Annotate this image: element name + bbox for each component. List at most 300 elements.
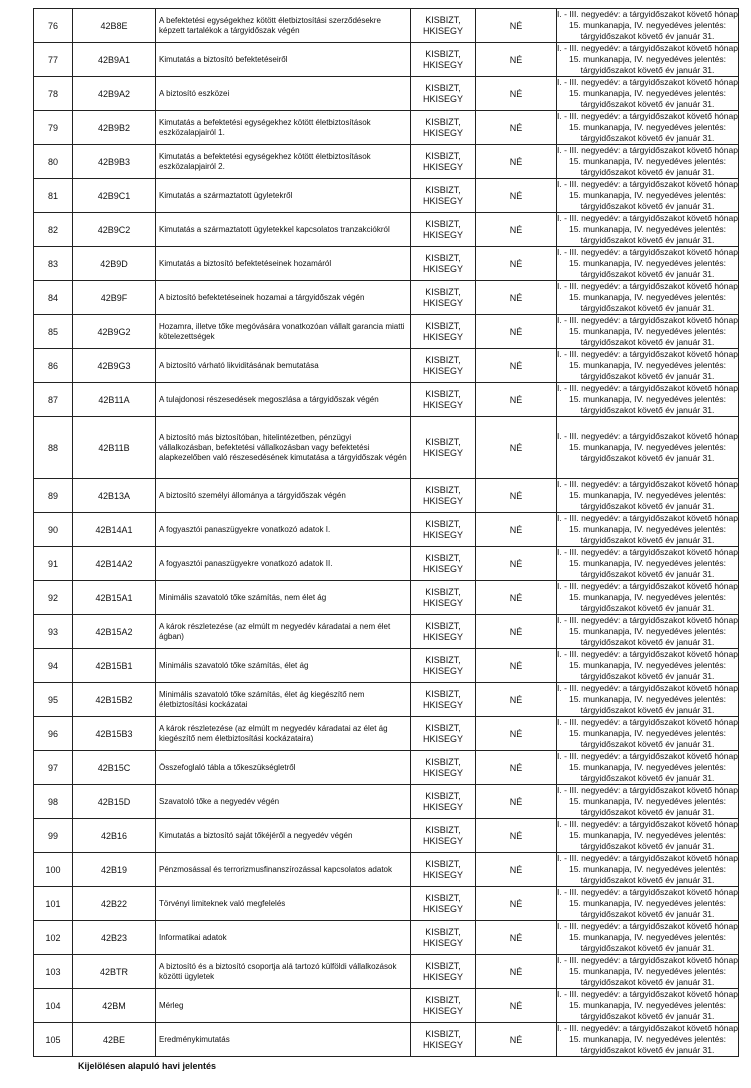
deadline-line: I. - III. negyedév: a tárgyidőszakot követő hónap xyxy=(557,887,738,897)
recipient-cell xyxy=(411,383,476,417)
deadline-line: 15. munkanapja, IV. negyedéves jelentés: xyxy=(568,20,727,30)
recipient-cell xyxy=(411,179,476,213)
row-number-cell: 97 xyxy=(34,751,73,785)
deadline-cell xyxy=(557,819,739,853)
recipient-line: KISBIZT, xyxy=(425,654,461,665)
description-cell: Kimutatás a biztosító befektetéseinek hozamáról xyxy=(156,247,411,281)
table-code-cell: 42B9G3 xyxy=(73,349,156,383)
table-row xyxy=(34,513,739,547)
table-row xyxy=(34,615,739,649)
table-code-cell: 42B9F xyxy=(73,281,156,315)
recipient-line: HKISEGY xyxy=(422,869,463,880)
frequency-cell: NÉ xyxy=(476,417,557,479)
deadline-cell xyxy=(557,383,739,417)
recipient-cell xyxy=(411,615,476,649)
recipient-line: KISBIZT, xyxy=(425,116,461,127)
deadline-cell xyxy=(557,213,739,247)
deadline-line: tárgyidőszakot követő év január 31. xyxy=(580,1011,715,1021)
deadline-cell xyxy=(557,77,739,111)
table-row xyxy=(34,717,739,751)
deadline-line: tárgyidőszakot követő év január 31. xyxy=(580,453,715,463)
recipient-cell xyxy=(411,887,476,921)
deadline-line: tárgyidőszakot követő év január 31. xyxy=(580,99,715,109)
table-code-cell: 42B15B1 xyxy=(73,649,156,683)
deadline-line: I. - III. negyedév: a tárgyidőszakot követő hónap xyxy=(557,247,738,257)
deadline-line: tárgyidőszakot követő év január 31. xyxy=(580,133,715,143)
deadline-line: tárgyidőszakot követő év január 31. xyxy=(580,603,715,613)
frequency-cell: NÉ xyxy=(476,247,557,281)
recipient-line: HKISEGY xyxy=(422,665,463,676)
row-number-cell: 81 xyxy=(34,179,73,213)
recipient-line: KISBIZT, xyxy=(425,184,461,195)
deadline-line: 15. munkanapja, IV. negyedéves jelentés: xyxy=(568,898,727,908)
recipient-cell xyxy=(411,77,476,111)
recipient-cell xyxy=(411,649,476,683)
deadline-line: I. - III. negyedév: a tárgyidőszakot követő hónap xyxy=(557,989,738,999)
frequency-cell: NÉ xyxy=(476,921,557,955)
deadline-line: 15. munkanapja, IV. negyedéves jelentés: xyxy=(568,156,727,166)
description-cell: Pénzmosással és terrorizmusfinanszírozással kapcsolatos adatok xyxy=(156,853,411,887)
row-number-cell: 77 xyxy=(34,43,73,77)
row-number-cell: 104 xyxy=(34,989,73,1023)
deadline-line: 15. munkanapja, IV. negyedéves jelentés: xyxy=(568,966,727,976)
deadline-line: I. - III. negyedév: a tárgyidőszakot követő hónap xyxy=(557,581,738,591)
table-code-cell: 42B9G2 xyxy=(73,315,156,349)
deadline-line: tárgyidőszakot követő év január 31. xyxy=(580,841,715,851)
deadline-cell xyxy=(557,179,739,213)
table-row xyxy=(34,349,739,383)
deadline-line: tárgyidőszakot követő év január 31. xyxy=(580,235,715,245)
deadline-line: I. - III. negyedév: a tárgyidőszakot követő hónap xyxy=(557,785,738,795)
table-row xyxy=(34,145,739,179)
recipient-line: KISBIZT, xyxy=(425,484,461,495)
description-cell: A tulajdonosi részesedések megoszlása a tárgyidőszak végén xyxy=(156,383,411,417)
table-row xyxy=(34,887,739,921)
deadline-cell xyxy=(557,349,739,383)
recipient-line: HKISEGY xyxy=(422,937,463,948)
recipient-cell xyxy=(411,1023,476,1057)
description-cell: Minimális szavatoló tőke számítás, nem élet ág xyxy=(156,581,411,615)
table-row xyxy=(34,213,739,247)
table-code-cell: 42B15A1 xyxy=(73,581,156,615)
row-number-cell: 98 xyxy=(34,785,73,819)
frequency-cell: NÉ xyxy=(476,751,557,785)
table-code-cell: 42B16 xyxy=(73,819,156,853)
frequency-cell: NÉ xyxy=(476,43,557,77)
row-number-cell: 101 xyxy=(34,887,73,921)
row-number-cell: 96 xyxy=(34,717,73,751)
table-code-cell: 42B15A2 xyxy=(73,615,156,649)
deadline-line: tárgyidőszakot követő év január 31. xyxy=(580,569,715,579)
deadline-line: 15. munkanapja, IV. negyedéves jelentés: xyxy=(568,796,727,806)
recipient-line: HKISEGY xyxy=(422,399,463,410)
table-code-cell: 42B14A1 xyxy=(73,513,156,547)
recipient-line: HKISEGY xyxy=(422,127,463,138)
table-row xyxy=(34,547,739,581)
recipient-line: HKISEGY xyxy=(422,59,463,70)
recipient-line: KISBIZT, xyxy=(425,586,461,597)
row-number-cell: 93 xyxy=(34,615,73,649)
frequency-cell: NÉ xyxy=(476,179,557,213)
table-code-cell: 42B15D xyxy=(73,785,156,819)
recipient-line: KISBIZT, xyxy=(425,892,461,903)
deadline-cell xyxy=(557,479,739,513)
table-code-cell: 42B11A xyxy=(73,383,156,417)
deadline-line: tárgyidőszakot követő év január 31. xyxy=(580,875,715,885)
recipient-line: KISBIZT, xyxy=(425,518,461,529)
description-cell: Kimutatás a biztosító befektetéseiről xyxy=(156,43,411,77)
recipient-line: KISBIZT, xyxy=(425,436,461,447)
recipient-line: KISBIZT, xyxy=(425,790,461,801)
frequency-cell: NÉ xyxy=(476,683,557,717)
deadline-line: 15. munkanapja, IV. negyedéves jelentés: xyxy=(568,1000,727,1010)
frequency-cell: NÉ xyxy=(476,615,557,649)
frequency-cell: NÉ xyxy=(476,513,557,547)
deadline-line: 15. munkanapja, IV. negyedéves jelentés: xyxy=(568,360,727,370)
recipient-line: KISBIZT, xyxy=(425,722,461,733)
recipient-cell xyxy=(411,315,476,349)
description-cell: Összefoglaló tábla a tőkeszükségletről xyxy=(156,751,411,785)
deadline-line: 15. munkanapja, IV. negyedéves jelentés: xyxy=(568,626,727,636)
row-number-cell: 95 xyxy=(34,683,73,717)
deadline-cell xyxy=(557,43,739,77)
table-row xyxy=(34,383,739,417)
description-cell: Eredménykimutatás xyxy=(156,1023,411,1057)
description-cell: A károk részletezése (az elmúlt m negyedév káradatai a nem élet ágban) xyxy=(156,615,411,649)
table-code-cell: 42B9B3 xyxy=(73,145,156,179)
frequency-cell: NÉ xyxy=(476,315,557,349)
deadline-cell xyxy=(557,247,739,281)
deadline-line: 15. munkanapja, IV. negyedéves jelentés: xyxy=(568,830,727,840)
table-code-cell: 42B19 xyxy=(73,853,156,887)
recipient-line: HKISEGY xyxy=(422,835,463,846)
recipient-line: KISBIZT, xyxy=(425,218,461,229)
recipient-cell xyxy=(411,785,476,819)
description-cell: Szavatoló tőke a negyedév végén xyxy=(156,785,411,819)
deadline-line: I. - III. negyedév: a tárgyidőszakot követő hónap xyxy=(557,819,738,829)
table-row xyxy=(34,111,739,145)
recipient-line: KISBIZT, xyxy=(425,552,461,563)
row-number-cell: 86 xyxy=(34,349,73,383)
table-code-cell: 42B9C1 xyxy=(73,179,156,213)
deadline-line: I. - III. negyedév: a tárgyidőszakot követő hónap xyxy=(557,683,738,693)
recipient-cell xyxy=(411,417,476,479)
recipient-line: KISBIZT, xyxy=(425,824,461,835)
frequency-cell: NÉ xyxy=(476,1023,557,1057)
deadline-line: I. - III. negyedév: a tárgyidőszakot követő hónap xyxy=(557,717,738,727)
recipient-line: HKISEGY xyxy=(422,229,463,240)
deadline-line: I. - III. negyedév: a tárgyidőszakot követő hónap xyxy=(557,281,738,291)
row-number-cell: 105 xyxy=(34,1023,73,1057)
row-number-cell: 80 xyxy=(34,145,73,179)
description-cell: Kimutatás a származtatott ügyletekről xyxy=(156,179,411,213)
deadline-cell xyxy=(557,111,739,145)
table-row xyxy=(34,417,739,479)
deadline-line: tárgyidőszakot követő év január 31. xyxy=(580,943,715,953)
deadline-line: I. - III. negyedév: a tárgyidőszakot követő hónap xyxy=(557,43,738,53)
frequency-cell: NÉ xyxy=(476,955,557,989)
table-code-cell: 42B23 xyxy=(73,921,156,955)
deadline-line: I. - III. negyedév: a tárgyidőszakot követő hónap xyxy=(557,853,738,863)
deadline-line: 15. munkanapja, IV. negyedéves jelentés: xyxy=(568,524,727,534)
row-number-cell: 82 xyxy=(34,213,73,247)
deadline-line: 15. munkanapja, IV. negyedéves jelentés: xyxy=(568,694,727,704)
frequency-cell: NÉ xyxy=(476,989,557,1023)
row-number-cell: 83 xyxy=(34,247,73,281)
frequency-cell: NÉ xyxy=(476,349,557,383)
recipient-line: KISBIZT, xyxy=(425,688,461,699)
table-row xyxy=(34,479,739,513)
deadline-line: 15. munkanapja, IV. negyedéves jelentés: xyxy=(568,864,727,874)
frequency-cell: NÉ xyxy=(476,479,557,513)
deadline-line: 15. munkanapja, IV. negyedéves jelentés: xyxy=(568,592,727,602)
report-table xyxy=(33,8,739,1057)
deadline-line: 15. munkanapja, IV. negyedéves jelentés: xyxy=(568,762,727,772)
deadline-line: 15. munkanapja, IV. negyedéves jelentés: xyxy=(568,558,727,568)
deadline-cell xyxy=(557,513,739,547)
recipient-line: HKISEGY xyxy=(422,297,463,308)
deadline-cell xyxy=(557,649,739,683)
table-row xyxy=(34,9,739,43)
frequency-cell: NÉ xyxy=(476,383,557,417)
table-code-cell: 42B15C xyxy=(73,751,156,785)
recipient-cell xyxy=(411,513,476,547)
recipient-cell xyxy=(411,683,476,717)
recipient-line: KISBIZT, xyxy=(425,150,461,161)
row-number-cell: 88 xyxy=(34,417,73,479)
frequency-cell: NÉ xyxy=(476,281,557,315)
table-row xyxy=(34,43,739,77)
deadline-line: 15. munkanapja, IV. negyedéves jelentés: xyxy=(568,326,727,336)
recipient-line: HKISEGY xyxy=(422,195,463,206)
table-code-cell: 42B9A1 xyxy=(73,43,156,77)
deadline-line: tárgyidőszakot követő év január 31. xyxy=(580,269,715,279)
deadline-cell xyxy=(557,615,739,649)
deadline-line: tárgyidőszakot követő év január 31. xyxy=(580,201,715,211)
deadline-cell xyxy=(557,785,739,819)
recipient-cell xyxy=(411,43,476,77)
table-code-cell: 42B11B xyxy=(73,417,156,479)
row-number-cell: 87 xyxy=(34,383,73,417)
deadline-cell xyxy=(557,853,739,887)
deadline-line: I. - III. negyedév: a tárgyidőszakot követő hónap xyxy=(557,315,738,325)
recipient-line: HKISEGY xyxy=(422,631,463,642)
deadline-cell xyxy=(557,281,739,315)
row-number-cell: 78 xyxy=(34,77,73,111)
row-number-cell: 99 xyxy=(34,819,73,853)
table-code-cell: 42B14A2 xyxy=(73,547,156,581)
description-cell: Informatikai adatok xyxy=(156,921,411,955)
frequency-cell: NÉ xyxy=(476,581,557,615)
frequency-cell: NÉ xyxy=(476,717,557,751)
deadline-line: tárgyidőszakot követő év január 31. xyxy=(580,371,715,381)
deadline-line: I. - III. negyedév: a tárgyidőszakot követő hónap xyxy=(557,479,738,489)
deadline-cell xyxy=(557,989,739,1023)
recipient-line: HKISEGY xyxy=(422,903,463,914)
deadline-cell xyxy=(557,921,739,955)
deadline-cell xyxy=(557,683,739,717)
table-row xyxy=(34,751,739,785)
recipient-cell xyxy=(411,819,476,853)
deadline-line: 15. munkanapja, IV. negyedéves jelentés: xyxy=(568,932,727,942)
recipient-line: KISBIZT, xyxy=(425,858,461,869)
deadline-line: I. - III. negyedév: a tárgyidőszakot követő hónap xyxy=(557,1023,738,1033)
recipient-line: HKISEGY xyxy=(422,529,463,540)
frequency-cell: NÉ xyxy=(476,649,557,683)
deadline-cell xyxy=(557,751,739,785)
deadline-line: 15. munkanapja, IV. negyedéves jelentés: xyxy=(568,122,727,132)
recipient-line: KISBIZT, xyxy=(425,48,461,59)
recipient-cell xyxy=(411,989,476,1023)
table-row xyxy=(34,315,739,349)
description-cell: Kimutatás a befektetési egységekhez kötött életbiztosítások eszközalapjairól 1. xyxy=(156,111,411,145)
deadline-line: tárgyidőszakot követő év január 31. xyxy=(580,405,715,415)
table-row xyxy=(34,819,739,853)
deadline-line: 15. munkanapja, IV. negyedéves jelentés: xyxy=(568,292,727,302)
recipient-line: HKISEGY xyxy=(422,597,463,608)
recipient-cell xyxy=(411,717,476,751)
deadline-line: tárgyidőszakot követő év január 31. xyxy=(580,739,715,749)
deadline-line: tárgyidőszakot követő év január 31. xyxy=(580,501,715,511)
recipient-line: KISBIZT, xyxy=(425,82,461,93)
deadline-cell xyxy=(557,417,739,479)
table-code-cell: 42B9B2 xyxy=(73,111,156,145)
deadline-line: I. - III. negyedév: a tárgyidőszakot követő hónap xyxy=(557,751,738,761)
deadline-line: I. - III. negyedév: a tárgyidőszakot követő hónap xyxy=(557,615,738,625)
deadline-line: 15. munkanapja, IV. negyedéves jelentés: xyxy=(568,1034,727,1044)
deadline-line: I. - III. negyedév: a tárgyidőszakot követő hónap xyxy=(557,349,738,359)
deadline-line: 15. munkanapja, IV. negyedéves jelentés: xyxy=(568,190,727,200)
deadline-line: I. - III. negyedév: a tárgyidőszakot követő hónap xyxy=(557,213,738,223)
table-code-cell: 42BE xyxy=(73,1023,156,1057)
deadline-line: tárgyidőszakot követő év január 31. xyxy=(580,671,715,681)
deadline-line: tárgyidőszakot követő év január 31. xyxy=(580,637,715,647)
description-cell: Mérleg xyxy=(156,989,411,1023)
recipient-line: HKISEGY xyxy=(422,699,463,710)
table-row xyxy=(34,281,739,315)
table-code-cell: 42B13A xyxy=(73,479,156,513)
recipient-line: HKISEGY xyxy=(422,1039,463,1050)
recipient-line: HKISEGY xyxy=(422,1005,463,1016)
deadline-line: I. - III. negyedév: a tárgyidőszakot követő hónap xyxy=(557,77,738,87)
deadline-line: 15. munkanapja, IV. negyedéves jelentés: xyxy=(568,442,727,452)
row-number-cell: 89 xyxy=(34,479,73,513)
table-row xyxy=(34,649,739,683)
deadline-line: tárgyidőszakot követő év január 31. xyxy=(580,31,715,41)
deadline-line: I. - III. negyedév: a tárgyidőszakot követő hónap xyxy=(557,513,738,523)
table-row xyxy=(34,853,739,887)
recipient-cell xyxy=(411,9,476,43)
deadline-line: I. - III. negyedév: a tárgyidőszakot követő hónap xyxy=(557,547,738,557)
deadline-line: I. - III. negyedév: a tárgyidőszakot követő hónap xyxy=(557,111,738,121)
table-code-cell: 42BTR xyxy=(73,955,156,989)
deadline-line: tárgyidőszakot követő év január 31. xyxy=(580,303,715,313)
row-number-cell: 90 xyxy=(34,513,73,547)
description-cell: A biztosító eszközei xyxy=(156,77,411,111)
frequency-cell: NÉ xyxy=(476,887,557,921)
frequency-cell: NÉ xyxy=(476,9,557,43)
table-code-cell: 42BM xyxy=(73,989,156,1023)
deadline-line: tárgyidőszakot követő év január 31. xyxy=(580,1045,715,1055)
recipient-line: HKISEGY xyxy=(422,801,463,812)
frequency-cell: NÉ xyxy=(476,785,557,819)
recipient-line: HKISEGY xyxy=(422,25,463,36)
recipient-line: HKISEGY xyxy=(422,767,463,778)
recipient-line: HKISEGY xyxy=(422,563,463,574)
recipient-cell xyxy=(411,921,476,955)
table-code-cell: 42B15B2 xyxy=(73,683,156,717)
deadline-line: tárgyidőszakot követő év január 31. xyxy=(580,773,715,783)
recipient-cell xyxy=(411,247,476,281)
row-number-cell: 103 xyxy=(34,955,73,989)
description-cell: A biztosító várható likviditásának bemutatása xyxy=(156,349,411,383)
frequency-cell: NÉ xyxy=(476,853,557,887)
recipient-line: KISBIZT, xyxy=(425,1028,461,1039)
deadline-line: I. - III. negyedév: a tárgyidőszakot követő hónap xyxy=(557,145,738,155)
table-row xyxy=(34,683,739,717)
table-row xyxy=(34,581,739,615)
deadline-line: tárgyidőszakot követő év január 31. xyxy=(580,705,715,715)
recipient-line: KISBIZT, xyxy=(425,388,461,399)
recipient-line: KISBIZT, xyxy=(425,960,461,971)
frequency-cell: NÉ xyxy=(476,111,557,145)
table-code-cell: 42B8E xyxy=(73,9,156,43)
deadline-line: 15. munkanapja, IV. negyedéves jelentés: xyxy=(568,88,727,98)
row-number-cell: 102 xyxy=(34,921,73,955)
description-cell: Törvényi limiteknek való megfelelés xyxy=(156,887,411,921)
recipient-cell xyxy=(411,281,476,315)
deadline-cell xyxy=(557,887,739,921)
table-code-cell: 42B9A2 xyxy=(73,77,156,111)
report-table-container xyxy=(33,8,738,1061)
deadline-line: I. - III. negyedév: a tárgyidőszakot követő hónap xyxy=(557,921,738,931)
row-number-cell: 100 xyxy=(34,853,73,887)
row-number-cell: 92 xyxy=(34,581,73,615)
description-cell: Minimális szavatoló tőke számítás, élet ág kiegészítő nem életbiztosítási kockázatai xyxy=(156,683,411,717)
recipient-line: KISBIZT, xyxy=(425,286,461,297)
recipient-cell xyxy=(411,111,476,145)
recipient-line: KISBIZT, xyxy=(425,926,461,937)
recipient-line: HKISEGY xyxy=(422,93,463,104)
recipient-cell xyxy=(411,547,476,581)
recipient-line: KISBIZT, xyxy=(425,756,461,767)
frequency-cell: NÉ xyxy=(476,547,557,581)
table-code-cell: 42B22 xyxy=(73,887,156,921)
row-number-cell: 91 xyxy=(34,547,73,581)
deadline-cell xyxy=(557,581,739,615)
frequency-cell: NÉ xyxy=(476,77,557,111)
description-cell: A károk részletezése (az elmúlt m negyedév káradatai az élet ág kiegészítő nem életbiztosítási kockázataira) xyxy=(156,717,411,751)
recipient-cell xyxy=(411,213,476,247)
table-row xyxy=(34,989,739,1023)
deadline-line: tárgyidőszakot követő év január 31. xyxy=(580,65,715,75)
recipient-line: HKISEGY xyxy=(422,733,463,744)
deadline-line: tárgyidőszakot követő év január 31. xyxy=(580,535,715,545)
deadline-line: tárgyidőszakot követő év január 31. xyxy=(580,977,715,987)
table-code-cell: 42B9C2 xyxy=(73,213,156,247)
frequency-cell: NÉ xyxy=(476,819,557,853)
deadline-line: tárgyidőszakot követő év január 31. xyxy=(580,909,715,919)
deadline-cell xyxy=(557,717,739,751)
deadline-cell xyxy=(557,955,739,989)
table-code-cell: 42B9D xyxy=(73,247,156,281)
recipient-line: KISBIZT, xyxy=(425,994,461,1005)
deadline-cell xyxy=(557,315,739,349)
deadline-line: I. - III. negyedév: a tárgyidőszakot követő hónap xyxy=(557,955,738,965)
deadline-line: tárgyidőszakot követő év január 31. xyxy=(580,337,715,347)
recipient-line: HKISEGY xyxy=(422,263,463,274)
row-number-cell: 84 xyxy=(34,281,73,315)
